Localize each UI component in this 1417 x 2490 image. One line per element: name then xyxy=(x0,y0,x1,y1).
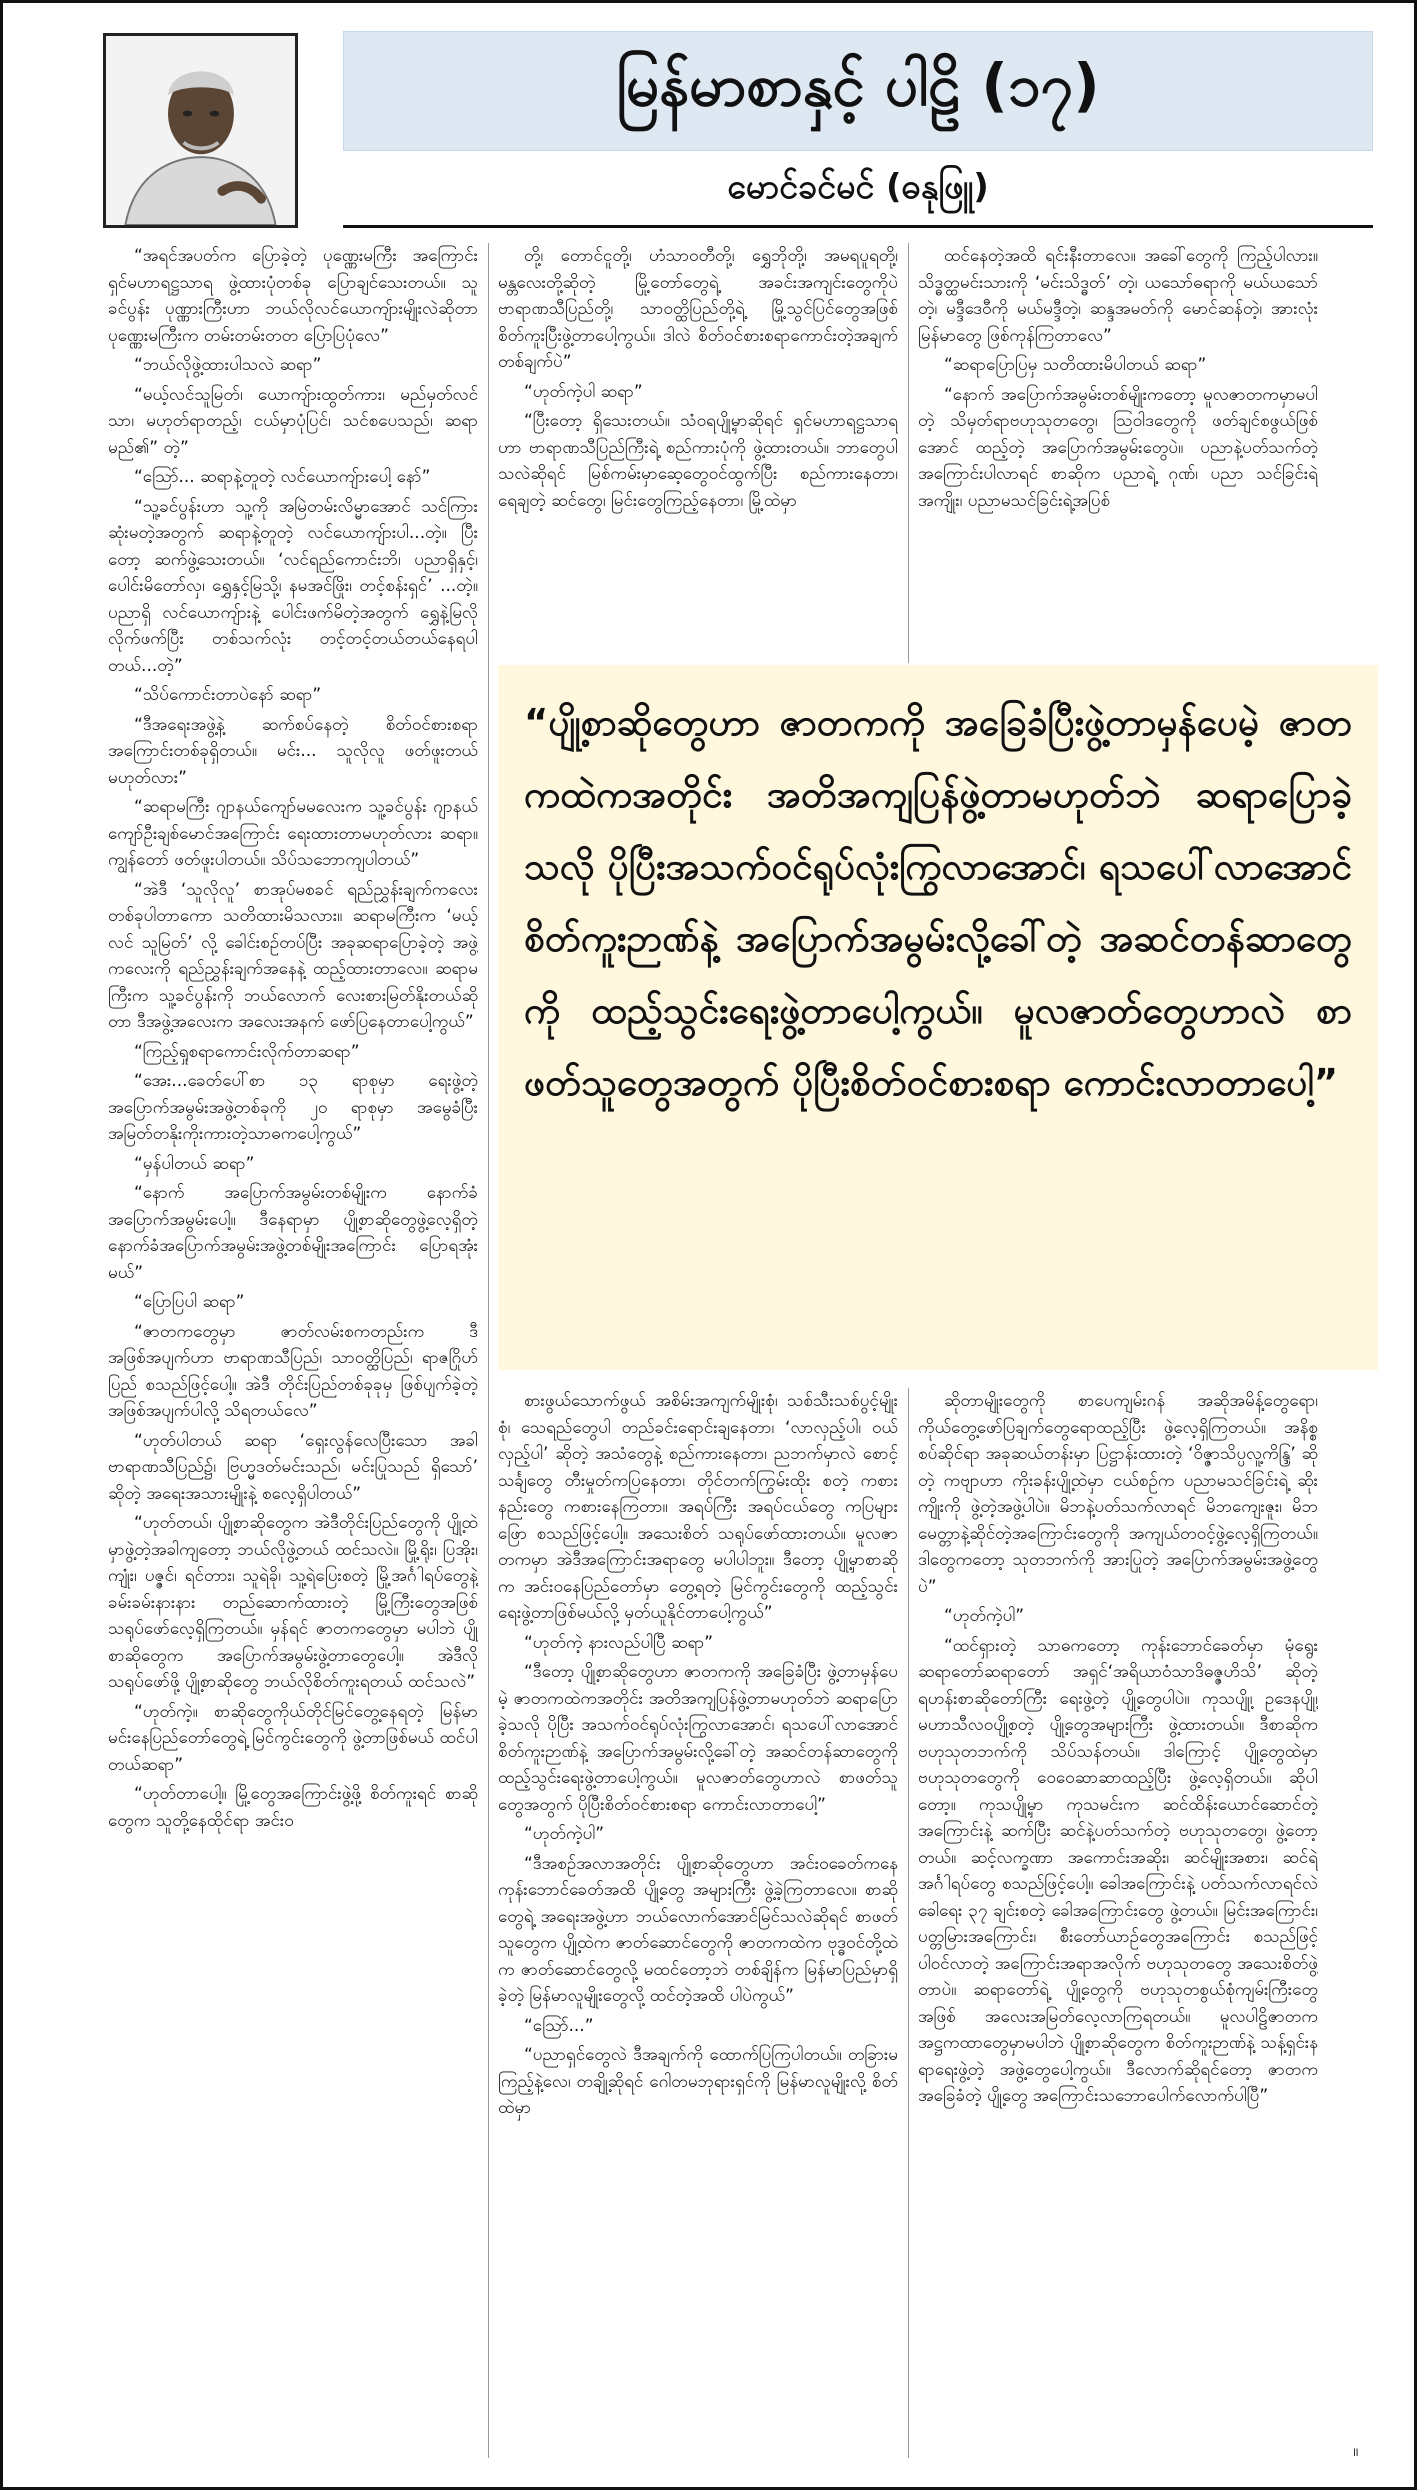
paragraph: “ဆရာပြောပြမှ သတိထားမိပါတယ် ဆရာ” xyxy=(944,355,1207,375)
paragraph: “သူ့ခင်ပွန်းဟာ သူ့ကို အမြဲတမ်းလိမ္မာအောင် သင်ကြားဆုံးမတဲ့အတွက် ဆရာနဲ့တူတဲ့ လင်ယောကျ်ားပါ...တဲ့။ ပြီးတော့ ဆက်ဖွဲ့သေးတယ်။ ‘လင်ရည်ကောင်းဘိ၊ ပညာရှိနှင့်၊ ပေါင်းမိတော်လှ၊ ရွှေနှင့်မြသို့၊ နမအင်ဖြိုး၊ တင့်စန်းရှင်’ ...တဲ့။ ပညာရှိ လင်ယောကျ်ားနဲ့ ပေါင်းဖက်မိတဲ့အတွက် ရွှေနဲ့မြလို လိုက်ဖက်ပြီး တစ်သက်လုံး တင့်တင့်တယ်တယ်နေရပါတယ်...တဲ့” xyxy=(108,496,478,676)
body-column-2-bottom xyxy=(498,1388,898,2458)
article-end-mark: ။ xyxy=(1353,2440,1359,2461)
paragraph: စားဖွယ်သောက်ဖွယ် အစိမ်းအကျက်မျိုးစုံ၊ သစ်သီးသစ်ပွင့်မျိုးစုံ၊ သေရည်တွေပါ တည်ခင်းရောင်းချနေတာ၊ ‘လာလှည့်ပါ၊ ဝယ်လှည့်ပါ’ ဆိုတဲ့ အသံတွေနဲ့ စည်ကားနေတာ၊ ညဘက်မှာလဲ စောင့်သင်္ချတွေ တီးမှုတ်ကပြနေတာ၊ တိုင်တက်ကြွမ်းထိုး စတဲ့ ကစားနည်းတွေ ကစားနေကြတာ။ အရပ်ကြီး အရပ်ငယ်တွေ ကပြများဖြော စသည်ဖြင့်ပေါ့။ အသေးစိတ် သရုပ်ဖော်ထားတယ်။ မူလဇာတကမှာ အဲဒီအကြောင်းအရာတွေ မပါပါဘူး။ ဒီတော့ ပျို့မှာစာဆိုက အင်းဝနေပြည်တော်မှာ တွေ့ရတဲ့ မြင်ကွင်းတွေကို ထည့်သွင်းရေးဖွဲ့တာဖြစ်မယ်လို့ မှတ်ယူနိုင်တာပေါ့ကွယ်” xyxy=(498,1391,898,1623)
column-divider xyxy=(488,243,489,2458)
paragraph: “ဟုတ်ပါတယ် ဆရာ ‘ရှေးလွန်လေပြီးသော အခါ ဗာရာဏသီပြည်၌၊ ဗြဟ္မဒတ်မင်းသည်၊ မင်းပြုသည် ရှိသော်’ ဆိုတဲ့ အရေးအသားမျိုးနဲ့ စလေ့ရှိပါတယ်” xyxy=(108,1430,478,1504)
paragraph: “ထင်ရှားတဲ့ သာဓကတော့ ကုန်းဘောင်ခေတ်မှာ မုံရွေးဆရာတော်ဆရာတော် အရှင်‘အရိယာဝံသာဒိဓဇ္ဇဟိသိ’ ဆိုတဲ့ ရဟန်းစာဆိုတော်ကြီး ရေးဖွဲ့တဲ့ ပျို့တွေပါပဲ။ ကုသပျို့၊ ဥဒေနပျို့၊ မဟာသီလဝပျို့စတဲ့ ပျို့တွေအများကြီး ဖွဲ့ထားတယ်။ ဒီစာဆိုက ဗဟုသုတဘက်ကို သိပ်သန်တယ်။ ဒါကြောင့် ပျို့တွေထဲမှာ ဗဟုသုတတွေကို ဝေဝေဆာဆာထည့်ပြီး ဖွဲ့လေ့ရှိတယ်။ ဆိုပါတော့။ ကုသပျို့မှာ ကုသမင်းက ဆင်ထိန်းယောင်ဆောင်တဲ့အကြောင်းနဲ့ ဆက်ပြီး ဆင်နဲ့ပတ်သက်တဲ့ ဗဟုသုတတွေ၊ ဖွဲ့တော့တယ်။ ဆင့်လက္ခဏာ အကောင်းအဆိုး၊ ဆင်မျိုးအစား၊ ဆင်ရဲ့အင်္ဂါရပ်တွေ စသည်ဖြင့်ပေါ့။ ခေါအကြောင်းနဲ့ ပတ်သက်လာရင်လဲ ခေါရေး ၃၇ ချင်းစတဲ့ ခေါအကြောင်းတွေ ဖွဲ့တယ်။ မြင်းအကြောင်း၊ ပတ္တမြားအကြောင်း၊ စီးတော်ယာဉ်တွေအကြောင်း စသည်ဖြင့် ပါဝင်လာတဲ့ အကြောင်းအရာအလိုက် ဗဟုသုတတွေ အသေးစိတ်ဖွဲ့တာပဲ။ ဆရာတော်ရဲ့ ပျို့တွေကို ဗဟုသုတစွယ်စုံကျမ်းကြီးတွေအဖြစ် အလေးအမြတ်လေ့လာကြရတယ်။ မူလပါဠိဇာတက အဋ္ဌကထာတွေမှာမပါဘဲ ပျို့စာဆိုတွေက စိတ်ကူးဉာဏ်နဲ့ သန့်ရှင်းနရာရေးဖွဲ့တဲ့ အဖွဲ့တွေပေါ့ကွယ်။ ဒီလောက်ဆိုရင်တော့ ဇာတကအခြေခံတဲ့ ပျို့တွေ အကြောင်းသဘောပေါက်လောက်ပါပြီ” xyxy=(918,1635,1318,2106)
header-divider xyxy=(343,225,1373,228)
body-column-3-top xyxy=(918,243,1318,663)
paragraph: “ပညာရှင်တွေလဲ ဒီအချက်ကို ထောက်ပြကြပါတယ်။ တခြားမကြည့်နဲ့လေ၊ တချို့ဆိုရင် ဂေါတမဘုရားရှင်ကို မြန်မာလူမျိုးလို့ စိတ်ထဲမှာ xyxy=(498,2045,898,2118)
column-divider xyxy=(908,1388,909,2458)
paragraph: “ပြောပြပါ ဆရာ” xyxy=(134,1292,245,1312)
author-byline: မောင်ခင်မင် (ဓနုဖြူ) xyxy=(727,166,989,207)
paragraph: “ဒီအရေးအဖွဲ့နဲ့ ဆက်စပ်နေတဲ့ စိတ်ဝင်စားစရာအကြောင်းတစ်ခုရှိတယ်။ မင်း... သူလိုလူ ဖတ်ဖူးတယ် မဟုတ်လား” xyxy=(108,714,478,788)
paragraph: ထင်နေတဲ့အထိ ရင်းနီးတာလေ။ အခေါ်တွေကို ကြည့်ပါလား။ သိဒ္ဓတ္ထမင်းသားကို ‘မင်းသိဒ္ဓတ်’ တဲ့၊ ယသော်ဓရာကို မယ်ယသော်တဲ့၊ မဒ္ဒီဒေဝီကို မယ်မဒ္ဒီတဲ့၊ ဆန္ဒအမတ်ကို မောင်ဆန်တဲ့၊ အားလုံး မြန်မာတွေ ဖြစ်ကုန်ကြတာလေ” xyxy=(918,246,1318,346)
article-title: မြန်မာစာနှင့် ပါဠိ (၁၇) xyxy=(343,31,1373,151)
paragraph: “ဟုတ်ကဲ့ နားလည်ပါပြီ ဆရာ” xyxy=(524,1632,714,1653)
paragraph: “ဒီတော့ ပျို့စာဆိုတွေဟာ ဇာတကကို အခြေခံပြီး ဖွဲ့တာမှန်ပေမဲ့ ဇာတကထဲကအတိုင်း အတိအကျပြန်ဖွဲ့တာမဟုတ်ဘဲ ဆရာပြောခဲ့သလို ပိုပြီး အသက်ဝင်ရုပ်လုံးကြွလာအောင်၊ ရသပေါ်လာအောင် စိတ်ကူးဉာဏ်နဲ့ အပြောက်အမွမ်းလို့ခေါ်တဲ့ အဆင်တန်ဆာတွေကို ထည့်သွင်းရေးဖွဲ့တာပေါ့ကွယ်။ မူလဇာတ်တွေဟာလဲ စာဖတ်သူတွေအတွက် ပိုပြီးစိတ်ဝင်စားစရာ ကောင်းလာတာပေါ့” xyxy=(498,1662,898,1815)
paragraph: “ဪ... ဆရာနဲ့တူတဲ့ လင်ယောကျ်ားပေါ့ နော်” xyxy=(134,467,431,487)
paragraph: “အေး...ခေတ်ပေါ်စာ ၁၃ ရာစုမှာ ရေးဖွဲ့တဲ့ အပြောက်အမွမ်းအဖွဲ့တစ်ခုကို ၂၀ ရာစုမှာ အမွေခံပြီးအမြတ်တနိုးကိုးကားတဲ့သာဓကပေါ့ကွယ်” xyxy=(108,1071,478,1144)
body-column-2-top xyxy=(498,243,898,663)
body-column-3-bottom xyxy=(918,1388,1318,2458)
author-portrait-icon xyxy=(106,36,295,225)
paragraph: “အရင်အပတ်က ပြောခဲ့တဲ့ ပုဏ္ဏေးမကြီး အကြောင်း ရှင်မဟာရဋ္ဌသာရ ဖွဲ့ထားပုံတစ်ခု ပြောချင်သေးတယ်။ သူခင်ပွန်း ပုဏ္ဏားကြီးဟာ ဘယ်လိုလင်ယောကျ်ားမျိုးလဲဆိုတာ ပုဏ္ဏေးမကြီးက တမ်းတမ်းတတ ပြောပြပုံလေ” xyxy=(108,246,478,346)
author-photo xyxy=(103,33,298,228)
paragraph: “အဲဒီ ‘သူလိုလူ’ စာအုပ်မစခင် ရည်ညွှန်းချက်ကလေးတစ်ခုပါတာကော သတိထားမိသလား။ ဆရာမကြီးက ‘မယ့်လင် သူမြတ်’ လို့ ခေါင်းစဉ်တပ်ပြီး အခုဆရာပြောခဲ့တဲ့ အဖွဲ့ကလေးကို ရည်ညွှန်းချက်အနေနဲ့ ထည့်ထားတာလေ။ ဆရာမကြီးက သူ့ခင်ပွန်းကို ဘယ်လောက် လေးစားမြတ်နိုးတယ်ဆိုတာ ဒီအဖွဲ့အလေးက အလေးအနက် ဖော်ပြနေတာပေါ့ကွယ်” xyxy=(108,879,478,1032)
paragraph: “ဘယ်လိုဖွဲ့ထားပါသလဲ ဆရာ” xyxy=(134,355,322,375)
paragraph: “ဟုတ်တာပေါ့။ မြို့တွေအကြောင်းဖွဲ့ဖို့ စိတ်ကူးရင် စာဆိုတွေက သူတို့နေထိုင်ရာ အင်းဝ xyxy=(108,1784,478,1831)
paragraph: “ပြီးတော့ ရှိသေးတယ်။ သံဝရပျို့မှာဆိုရင် ရှင်မဟာရဋ္ဌသာရဟာ ဗာရာဏသီပြည်ကြီးရဲ့ စည်ကားပုံကို ဖွဲ့ထားတယ်။ ဘာတွေပါသလဲဆိုရင် မြစ်ကမ်းမှာဆေ့တွေဝင်ထွက်ပြီး စည်ကားနေတာ၊ ရေချတဲ့ ဆင်တွေ၊ မြင်းတွေကြည့်နေတာ၊ မြို့ထဲမှာ xyxy=(498,411,898,511)
paragraph: “ဆရာမကြီး ဂျာနယ်ကျော်မမလေးက သူ့ခင်ပွန်း ဂျာနယ်ကျော်ဦးချစ်မောင်အကြောင်း ရေးထားတာမဟုတ်လား ဆရာ။ ကျွန်တော် ဖတ်ဖူးပါတယ်။ သိပ်သဘောကျပါတယ်” xyxy=(108,797,478,870)
paragraph: “ဇာတကတွေမှာ ဇာတ်လမ်းစကတည်းက ဒီအဖြစ်အပျက်ဟာ ဗာရာဏသီပြည်၊ သာဝတ္ထိပြည်၊ ရာဇဂြိုဟ်ပြည် စသည်ဖြင့်ပေါ့။ အဲဒီ တိုင်းပြည်တစ်ခုခုမှ ဖြစ်ပျက်ခဲ့တဲ့ အဖြစ်အပျက်ပါလို့ သိရတယ်လေ” xyxy=(108,1321,478,1421)
paragraph: “ဟုတ်ကဲ့ပါ” xyxy=(944,1606,1025,1626)
paragraph: “သိပ်ကောင်းတာပဲနော် ဆရာ” xyxy=(134,685,322,705)
paragraph: “ဪ...” xyxy=(524,2015,594,2036)
paragraph: “ဟုတ်တယ်၊ ပျို့စာဆိုတွေက အဲဒီတိုင်းပြည်တွေကို ပျို့ထဲမှာဖွဲ့တဲ့အခါကျတော့ ဘယ်လိုဖွဲ့တယ် ထင်သလဲ။ မြို့ရိုး၊ ပြအိုး၊ ကျုံး၊ ပဇ္ဇင်၊ ရင်တား၊ သူရဲခို၊ သူ့ရဲပြေးစတဲ့ မြို့အင်္ဂါရပ်တွေနဲ့ ခမ်းခမ်းနားနား တည်ဆောက်ထားတဲ့ မြို့ကြီးတွေအဖြစ် သရုပ်ဖော်လေ့ရှိကြတယ်။ မှန်ရင် ဇာတကတွေမှာ မပါဘဲ ပျို့စာဆိုတွေက အပြောက်အမွမ်းဖွဲ့တာတွေပေါ့။ အဲဒီလိုသရုပ်ဖော်ဖို့ ပျို့စာဆိုတွေ ဘယ်လိုစိတ်ကူးရတယ် ထင်သလဲ” xyxy=(108,1513,478,1692)
paragraph: ဆိုတာမျိုးတွေကို စာပေကျမ်းဂန် အဆိုအမိန့်တွေရော၊ ကိုယ်တွေ့ဖော်ပြချက်တွေရောထည့်ပြီး ဖွဲ့လေ့ရှိကြတယ်။ အနိစ္စစပ်ဆိုင်ရာ အခုဆယ်တန်းမှာ ပြဋ္ဌာန်းထားတဲ့ ‘ဝိဇ္ဇာသိပ္ပလူ့ကိန္ဒြ’ ဆိုတဲ့ ကဗျာဟာ ကိုးခန်းပျို့ထဲမှာ ငယ်စဉ်က ပညာမသင်ခြင်းရဲ့ ဆိုးကျိုးကို ဖွဲ့တဲ့အဖွဲ့ပါပဲ။ မိဘနဲ့ပတ်သက်လာရင် မိဘကျေးဇူး၊ မိဘမေတ္တာနဲ့ဆိုင်တဲ့အကြောင်းတွေကို အကျယ်တဝင့်ဖွဲ့လေ့ရှိကြတယ်။ ဒါတွေကတော့ သုတဘက်ကို အားပြုတဲ့ အပြောက်အမွမ်းအဖွဲ့တွေပဲ” xyxy=(918,1391,1318,1597)
paragraph: “ဒီအစဉ်အလာအတိုင်း ပျို့စာဆိုတွေဟာ အင်းဝခေတ်ကနေ ကုန်းဘောင်ခေတ်အထိ ပျို့တွေ အများကြီး ဖွဲ့ခဲ့ကြတာလေ။ စာဆိုတွေရဲ့ အရေးအဖွဲ့ဟာ ဘယ်လောက်အောင်မြင်သလဲဆိုရင် စာဖတ်သူတွေက ပျို့ထဲက ဇာတ်ဆောင်တွေကို ဇာတကထဲက ဗုဒ္ဓဝင်တို့ထဲက ဇာတ်ဆောင်တွေလို့ မထင်တော့ဘဲ တစ်ချိန်က မြန်မာပြည်မှာရှိခဲ့တဲ့ မြန်မာလူမျိုးတွေလို့ ထင်တဲ့အထိ ပါပဲကွယ်” xyxy=(498,1853,898,2006)
column-divider xyxy=(908,243,909,663)
article-header xyxy=(3,3,1417,248)
paragraph: “ဟုတ်ကဲ့ပါ ဆရာ” xyxy=(524,381,643,402)
paragraph: “နောက် အပြောက်အမွမ်းတစ်မျိုးက နောက်ခံအပြောက်အမွမ်းပေါ့။ ဒီနေရာမှာ ပျို့စာဆိုတွေဖွဲ့လေ့ရှိတဲ့ နောက်ခံအပြောက်အမွမ်းအဖွဲ့တစ်မျိုးအကြောင်း ပြောရအုံးမယ်” xyxy=(108,1183,478,1283)
paragraph: “ဟုတ်ကဲ့ပါ” xyxy=(524,1824,605,1844)
pull-quote: “ပျို့စာဆိုတွေဟာ ဇာတကကို အခြေခံပြီးဖွဲ့တာမှန်ပေမဲ့ ဇာတကထဲကအတိုင်း အတိအကျပြန်ဖွဲ့တာမဟုတ်ဘဲ ဆရာပြောခဲ့သလို ပိုပြီးအသက်ဝင်ရုပ်လုံးကြွလာအောင်၊ ရသပေါ်လာအောင် စိတ်ကူးဉာဏ်နဲ့ အပြောက်အမွမ်းလို့ခေါ်တဲ့ အဆင်တန်ဆာတွေကို ထည့်သွင်းရေးဖွဲ့တာပေါ့ကွယ်။ မူလဇာတ်တွေဟာလဲ စာဖတ်သူတွေအတွက် ပိုပြီးစိတ်ဝင်စားစရာ ကောင်းလာတာပေါ့” xyxy=(498,665,1378,1370)
paragraph: “ကြည့်ရှုစရာကောင်းလိုက်တာဆရာ” xyxy=(134,1041,360,1062)
paragraph: တို့၊ တောင်ငူတို့၊ ဟံသာဝတီတို့၊ ရွှေဘိုတို့၊ အမရပူရတို့၊ မန္တလေးတို့ဆိုတဲ့ မြို့တော်တွေရဲ့ အခင်းအကျင်းတွေကိုပဲ ဗာရာဏသီပြည်တို့၊ သာဝတ္ထိပြည်တို့ရဲ့ မြို့သွင်ပြင်တွေအဖြစ် စိတ်ကူးပြီးဖွဲ့တာပေါ့ကွယ်။ ဒါလဲ စိတ်ဝင်စားစရာကောင်းတဲ့အချက်တစ်ချက်ပဲ” xyxy=(498,246,898,372)
paragraph: “မယ့်လင်သူမြတ်၊ ယောကျ်ားထွတ်ကား၊ မည်မှတ်လင်သာ၊ မဟုတ်ရာတည့်၊ ငယ်မှာပုံပြင်၊ သင်စပေသည်၊ ဆရာမည်၏” တဲ့” xyxy=(108,384,478,458)
paragraph: “ဟုတ်ကဲ့။ စာဆိုတွေကိုယ်တိုင်မြင်တွေ့နေရတဲ့ မြန်မာမင်းနေပြည်တော်တွေရဲ့ မြင်ကွင်းတွေကို ဖွဲ့တာဖြစ်မယ် ထင်ပါတယ်ဆရာ” xyxy=(108,1701,478,1775)
paragraph: “မှန်ပါတယ် ဆရာ” xyxy=(134,1153,255,1174)
paragraph: “နောက် အပြောက်အမွမ်းတစ်မျိုးကတော့ မူလဇာတကမှာမပါတဲ့ သိမှတ်ရာဗဟုသုတတွေ၊ ဩဝါဒတွေကို ဖတ်ချင်စဖွယ်ဖြစ်အောင် ထည့်တဲ့ အပြောက်အမွမ်းတွေပဲ။ ပညာနဲ့ပတ်သက်တဲ့ အကြောင်းပါလာရင် စာဆိုက ပညာရဲ့ ဂုဏ်၊ ပညာ သင်ခြင်းရဲ့အကျိုး၊ ပညာမသင်ခြင်းရဲ့အပြစ် xyxy=(918,384,1318,511)
body-column-1 xyxy=(108,243,478,2458)
